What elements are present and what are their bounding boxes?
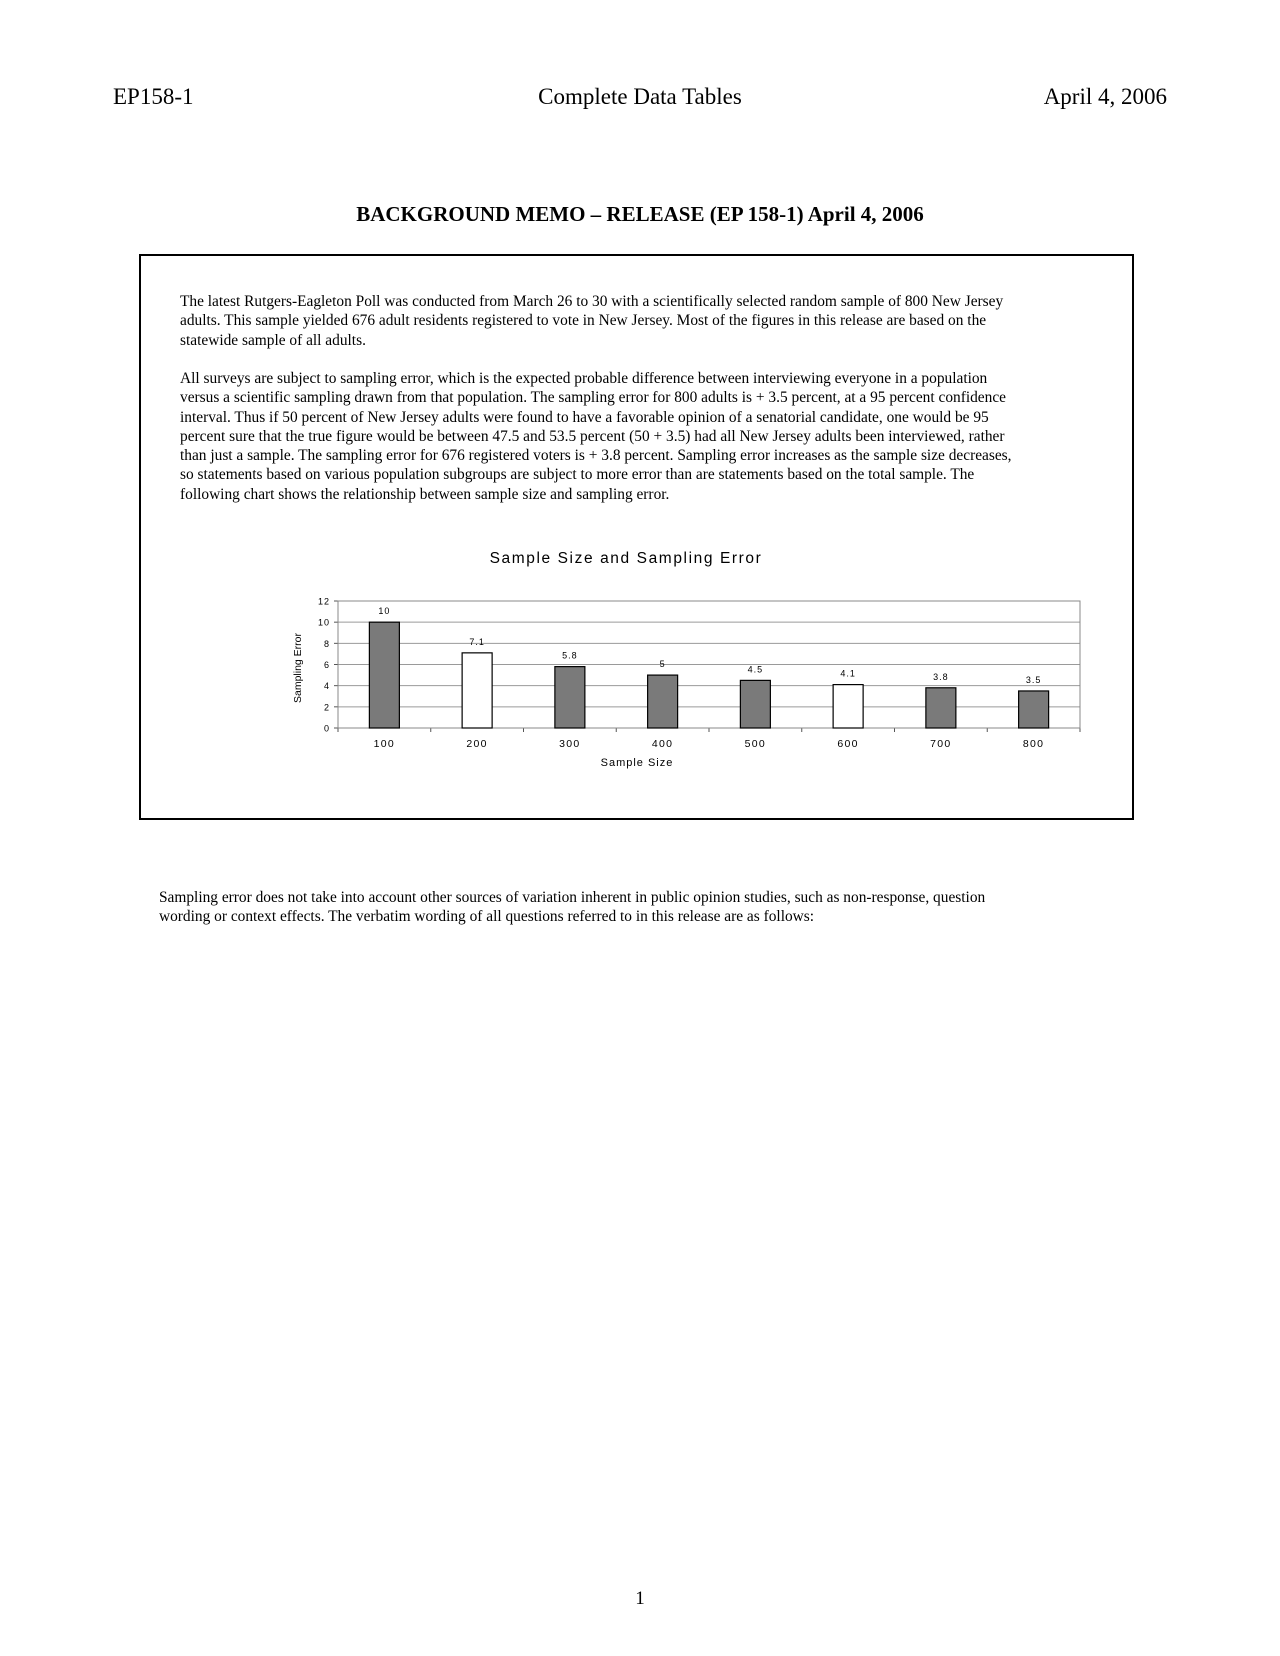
y-tick-label: 10 (317, 617, 330, 628)
x-tick-label: 400 (651, 738, 674, 750)
data-label-800: 3.5 (1025, 674, 1042, 685)
y-tick-label: 12 (317, 596, 330, 607)
memo-box (139, 254, 1134, 820)
header-title: Complete Data Tables (538, 84, 742, 109)
data-label-300: 5.8 (562, 650, 578, 661)
bar-800 (1019, 691, 1049, 728)
y-tick-label: 2 (323, 702, 330, 713)
sampling-error-note: Sampling error does not take into account other sources of variation inherent in public opinion studies, such as non-response, question wording or context effects. The verbatim wording of all questions referred to in this release are as follows: (159, 889, 986, 926)
data-label-100: 10 (378, 606, 391, 617)
chart-title: Sample Size and Sampling Error (489, 550, 763, 567)
y-tick-label: 6 (323, 660, 330, 670)
bar-400 (648, 675, 678, 728)
bar-600 (833, 685, 863, 728)
x-tick-label: 200 (466, 738, 488, 750)
x-tick-label: 300 (559, 738, 581, 750)
data-label-200: 7.1 (469, 636, 485, 647)
page-number: 1 (635, 1588, 645, 1609)
bar-500 (740, 680, 770, 728)
x-axis-label: Sample Size (600, 757, 674, 769)
data-label-500: 4.5 (747, 664, 764, 675)
header-date: April 4, 2006 (1043, 84, 1167, 109)
data-label-400: 5 (659, 659, 666, 670)
y-tick-label: 4 (323, 681, 330, 692)
header-document-id: EP158-1 (113, 84, 194, 109)
data-label-600: 4.1 (840, 668, 856, 679)
bar-700 (926, 688, 956, 728)
data-label-700: 3.8 (933, 671, 949, 682)
y-tick-label: 8 (323, 638, 330, 649)
memo-title: BACKGROUND MEMO – RELEASE (EP 158-1) April 4, 2006 (356, 202, 924, 226)
bar-300 (555, 667, 585, 728)
bar-100 (369, 622, 399, 728)
x-tick-label: 100 (373, 738, 396, 750)
x-tick-label: 500 (744, 738, 767, 750)
memo-paragraph-2: All surveys are subject to sampling error, which is the expected probable difference between interviewing everyone in a population versus a scientific sampling drawn from that population. The sampling error for 800 adults is + 3.5 percent, at a 95 percent confidence interval. Thus if 50 percent of New Jersey adults were found to have a favorable opinion of a senatorial candidate, one would be 95 percent sure that the true figure would be between 47.5 and 53.5 percent (50 + 3.5) had all New Jersey adults been interviewed, rather than just a sample. The sampling error for 676 registered voters is + 3.8 percent. Sampling error increases as the sample size decreases, so statements based on various population subgroups are subject to more error than are statements based on the total sample. The following chart shows the relationship between sample size and sampling error. (180, 370, 1012, 503)
y-tick-label: 0 (323, 723, 330, 734)
sampling-error-chart (141, 256, 1132, 818)
bar-200 (462, 653, 492, 728)
chart-gridlines (334, 601, 1080, 732)
y-axis-label: Sampling Error (292, 632, 304, 704)
x-tick-label: 700 (930, 738, 952, 750)
x-tick-label: 800 (1022, 738, 1045, 750)
x-tick-label: 600 (837, 738, 859, 750)
memo-paragraph-1: The latest Rutgers-Eagleton Poll was conducted from March 26 to 30 with a scientifically selected random sample of 800 New Jersey adults. This sample yielded 676 adult residents registered to vote in New Jersey. Most of the figures in this release are based on the statewide sample of all adults. (180, 293, 1004, 349)
